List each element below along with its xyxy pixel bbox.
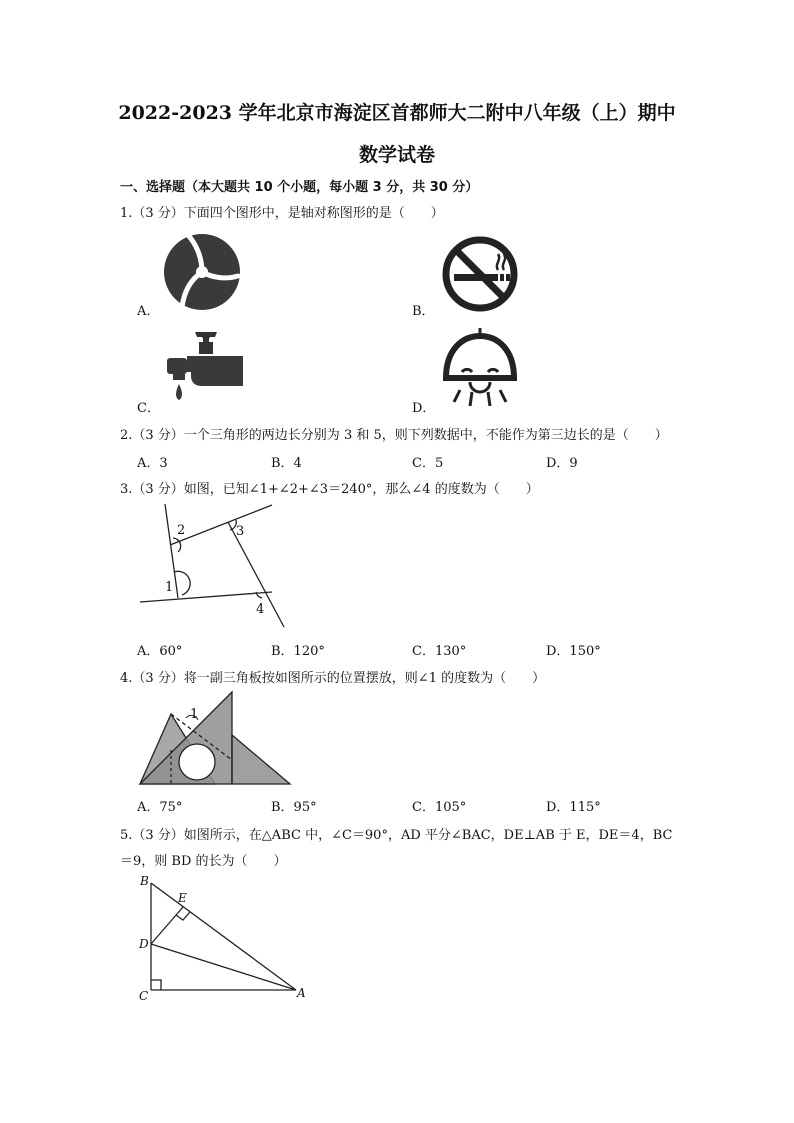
q3-angle-4-label: 4 bbox=[256, 602, 265, 617]
q2-option-a: A．3 bbox=[137, 456, 168, 471]
q1-option-d-label: D． bbox=[412, 401, 436, 416]
q4-angle-1-label: 1 bbox=[190, 707, 199, 722]
q4-option-d: D．115° bbox=[546, 800, 601, 815]
q4-option-b: B．95° bbox=[271, 800, 317, 815]
q2-option-b: B．4 bbox=[271, 456, 302, 471]
q5-point-a-label: A bbox=[297, 986, 306, 1000]
q1-option-a-label: A． bbox=[137, 304, 160, 319]
q3-option-d: D．150° bbox=[546, 644, 601, 659]
exam-title-line1: 2022-2023 学年北京市海淀区首都师大二附中八年级（上）期中 bbox=[118, 102, 676, 124]
question-4-stem: 4.（3 分）将一副三角板按如图所示的位置摆放，则∠1 的度数为（ ） bbox=[120, 671, 546, 686]
q5-point-e-label: E bbox=[178, 891, 187, 905]
question-5-stem-line2: ＝9，则 BD 的长为（ ） bbox=[120, 854, 287, 869]
q3-option-b: B．120° bbox=[271, 644, 325, 659]
exam-title-line2: 数学试卷 bbox=[358, 144, 435, 166]
q3-angle-2-label: 2 bbox=[177, 523, 186, 538]
q4-option-c: C．105° bbox=[412, 800, 467, 815]
q1-option-b-label: B． bbox=[412, 304, 435, 319]
question-1-stem: 1.（3 分）下面四个图形中，是轴对称图形的是（ ） bbox=[120, 206, 444, 221]
q5-point-d-label: D bbox=[139, 937, 149, 951]
q2-option-c: C．5 bbox=[412, 456, 444, 471]
q1-option-c-label: C． bbox=[137, 401, 160, 416]
q3-angle-1-label: 1 bbox=[165, 580, 174, 595]
q3-angle-3-label: 3 bbox=[236, 524, 245, 539]
question-5-stem-line1: 5.（3 分）如图所示，在△ABC 中，∠C＝90°，AD 平分∠BAC，DE⊥AB 于 E，DE＝4，BC bbox=[120, 828, 673, 843]
question-2-stem: 2.（3 分）一个三角形的两边长分别为 3 和 5，则下列数据中，不能作为第三边长的是（ ） bbox=[120, 428, 668, 443]
section-header: 一、选择题（本大题共 10 个小题，每小题 3 分，共 30 分） bbox=[120, 180, 479, 195]
q5-point-b-label: B bbox=[140, 874, 149, 888]
q2-option-d: D．9 bbox=[546, 456, 578, 471]
q5-point-c-label: C bbox=[139, 989, 149, 1003]
q4-option-a: A．75° bbox=[137, 800, 183, 815]
q3-option-a: A．60° bbox=[137, 644, 183, 659]
q3-option-c: C．130° bbox=[412, 644, 467, 659]
question-3-stem: 3.（3 分）如图，已知∠1+∠2+∠3＝240°，那么∠4 的度数为（ ） bbox=[120, 482, 539, 497]
